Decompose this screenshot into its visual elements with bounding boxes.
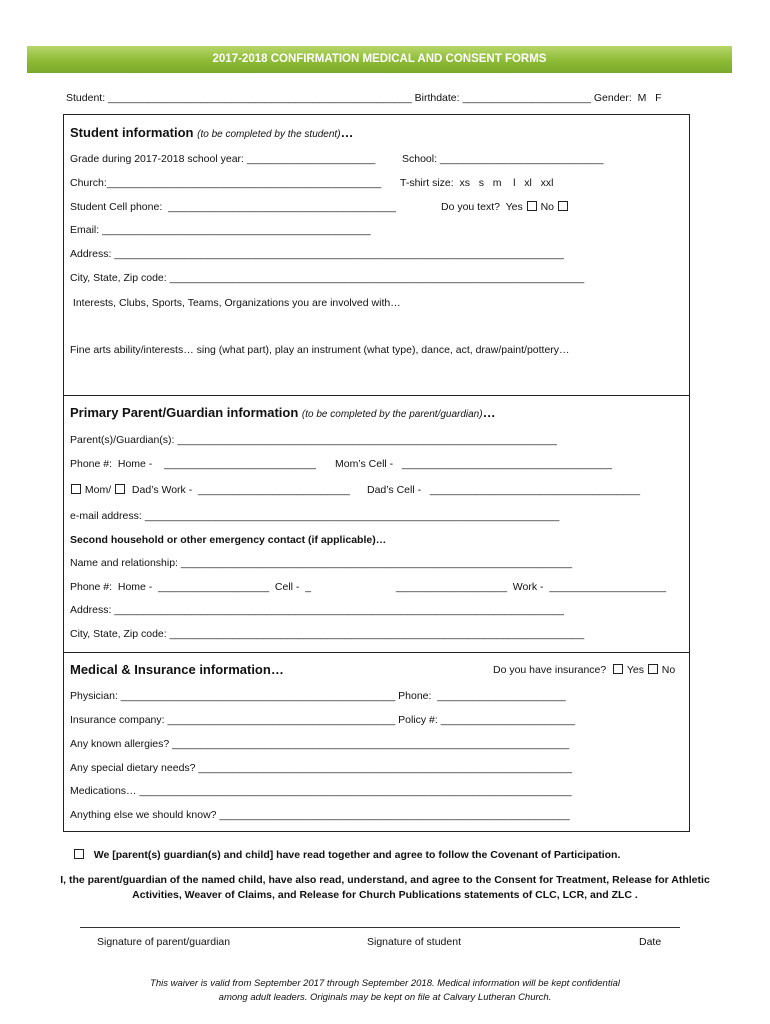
medications-field[interactable]: Medications… __________________________________________________________________________ — [70, 785, 572, 797]
email-field[interactable]: Email: ______________________________________________ — [70, 224, 371, 236]
student-info-heading: Student information (to be completed by the student)… — [70, 125, 354, 140]
covenant-checkbox[interactable] — [74, 849, 84, 859]
insurance-company-field[interactable]: Insurance company: _______________________________________ Policy #: _______________________ — [70, 714, 576, 726]
dad-cell-field[interactable]: Dad’s Cell - ____________________________________ — [367, 484, 641, 496]
parent-signature-label: Signature of parent/guardian — [97, 936, 231, 948]
anything-else-field[interactable]: Anything else we should know? ____________________________________________________________ — [70, 809, 570, 821]
parent-info-heading: Primary Parent/Guardian information (to be completed by the parent/guardian)… — [70, 405, 496, 420]
insurance-yes-checkbox[interactable] — [613, 664, 623, 674]
mom-cell-field[interactable]: Mom’s Cell - ____________________________________ — [335, 458, 613, 470]
tshirt-size-field[interactable]: T-shirt size: xs s m l xl xxl — [400, 177, 554, 189]
medical-heading: Medical & Insurance information… — [70, 662, 284, 677]
no-checkbox[interactable] — [558, 201, 568, 211]
footer-line-2: among adult leaders. Originals may be kept on file at Calvary Lutheran Church. — [218, 992, 552, 1003]
fine-arts-prompt: Fine arts ability/interests… sing (what part), play an instrument (what type), dance, act, draw/paint/pottery… — [70, 344, 570, 356]
date-label: Date — [639, 936, 662, 948]
dad-checkbox[interactable] — [115, 484, 125, 494]
yes-checkbox[interactable] — [527, 201, 537, 211]
second-phone-field[interactable]: Phone #: Home - ___________________ Cell - _ — [70, 581, 312, 593]
guardians-field[interactable]: Parent(s)/Guardian(s): _________________________________________________________________ — [70, 434, 557, 446]
text-question: Do you text? Yes No — [441, 201, 569, 213]
interests-prompt: Interests, Clubs, Sports, Teams, Organizations you are involved with… — [70, 297, 401, 309]
consent-line-1: I, the parent/guardian of the named child, have also read, understand, and agree to the Consent for Treatment, Release for Athletic — [60, 874, 710, 886]
physician-field[interactable]: Physician: _______________________________________________ Phone: ______________________ — [70, 690, 566, 702]
address-field[interactable]: Address: _____________________________________________________________________________ — [70, 248, 565, 260]
student-name-line: Student: ____________________________________________________ Birthdate: ______________________ Gender: M F — [66, 92, 662, 104]
school-field[interactable]: School: ____________________________ — [402, 153, 604, 165]
second-household-heading: Second household or other emergency contact (if applicable)… — [70, 534, 387, 546]
student-cell-field[interactable]: Student Cell phone: _______________________________________ — [70, 201, 396, 213]
mom-dad-work-field[interactable]: Mom/ Dad’s Work - __________________________ — [70, 484, 350, 496]
name-relationship-field[interactable]: Name and relationship: ___________________________________________________________________ — [70, 557, 573, 569]
consent-line-2: Activities, Weaver of Claims, and Release for Church Publications statements of CLC, LCR, and ZLC . — [132, 889, 638, 901]
insurance-question: Do you have insurance? Yes No — [493, 664, 676, 676]
phone-home-field[interactable]: Phone #: Home - __________________________ — [70, 458, 316, 470]
dietary-needs-field[interactable]: Any special dietary needs? ________________________________________________________________ — [70, 762, 573, 774]
parent-email-field[interactable]: e-mail address: _______________________________________________________________________ — [70, 510, 560, 522]
covenant-statement: We [parent(s) guardian(s) and child] have read together and agree to follow the Covenant of Participation. — [73, 849, 620, 861]
grade-field[interactable]: Grade during 2017-2018 school year: ______________________ — [70, 153, 376, 165]
church-field[interactable]: Church:_______________________________________________ — [70, 177, 382, 189]
footer-line-1: This waiver is valid from September 2017 through September 2018. Medical information will be kept confidential — [150, 978, 620, 989]
second-address-field[interactable]: Address: _____________________________________________________________________________ — [70, 604, 565, 616]
mom-checkbox[interactable] — [71, 484, 81, 494]
second-city-field[interactable]: City, State, Zip code: _______________________________________________________________________ — [70, 628, 585, 640]
signature-line[interactable] — [80, 927, 680, 928]
form-title: 2017-2018 CONFIRMATION MEDICAL AND CONSENT FORMS — [27, 46, 732, 73]
student-signature-label: Signature of student — [367, 936, 461, 948]
second-work-field[interactable]: ___________________ Work - ____________________ — [396, 581, 667, 593]
insurance-no-checkbox[interactable] — [648, 664, 658, 674]
city-state-zip-field[interactable]: City, State, Zip code: _______________________________________________________________________ — [70, 272, 585, 284]
allergies-field[interactable]: Any known allergies? ____________________________________________________________________ — [70, 738, 570, 750]
